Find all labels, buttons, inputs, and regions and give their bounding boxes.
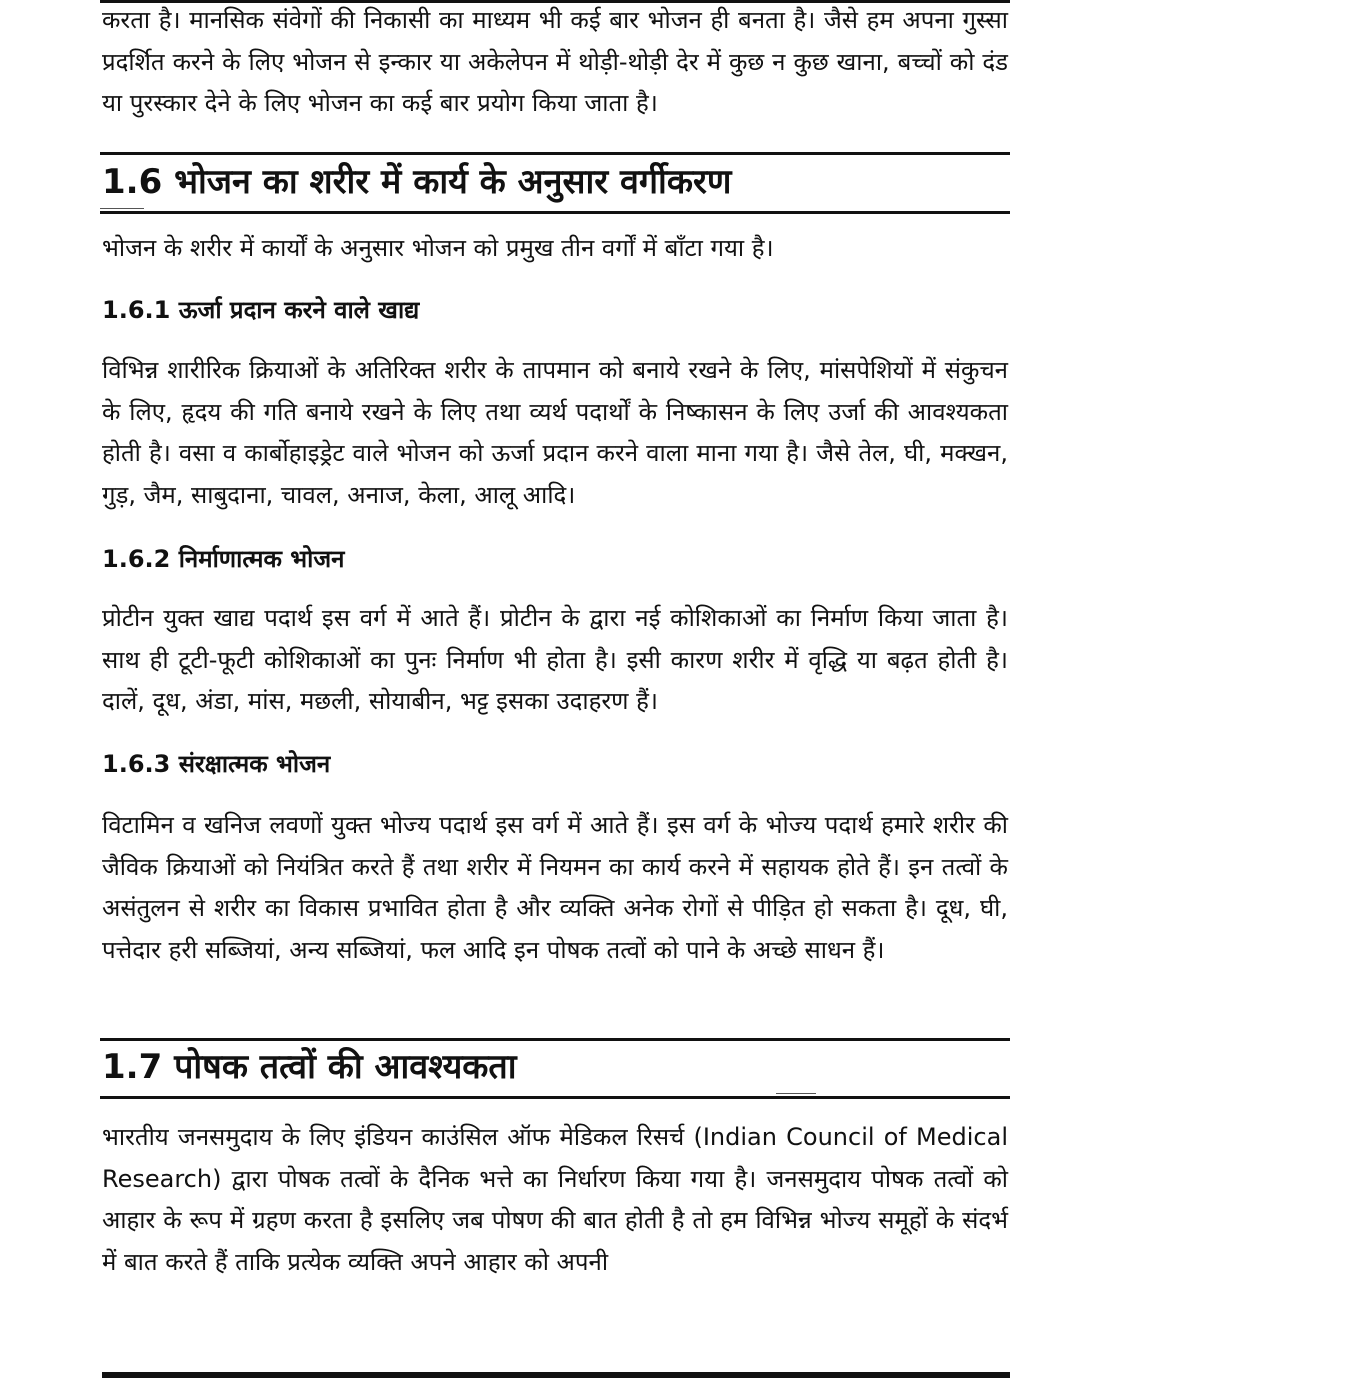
subsection-1-6-1-text: विभिन्न शारीरिक क्रियाओं के अतिरिक्त शरीर के तापमान को बनाये रखने के लिए, मांसपेशियों में संकुचन के लिए, हृदय की गति बनाये रखने के लिए तथा व्यर्थ पदार्थों के निष्कासन के लिए उर्जा की आवश्यकता होती है। वसा व कार्बोहाइड्रेट वाले भोजन को ऊर्जा प्रदान करने वाला माना गया है। जैसे तेल, घी, मक्खन, गुड़, जैम, साबुदाना, चावल, अनाज, केला, आलू आदि। bbox=[102, 356, 1008, 509]
section-1-6-bottom-rule bbox=[100, 211, 1010, 214]
section-1-6-heading: 1.6 भोजन का शरीर में कार्य के अनुसार वर्गीकरण bbox=[102, 162, 732, 202]
section-1-6-intro: भोजन के शरीर में कार्यों के अनुसार भोजन को प्रमुख तीन वर्गों में बाँटा गया है। bbox=[102, 234, 774, 262]
bottom-rule bbox=[102, 1372, 1010, 1378]
subsection-1-6-2-heading: 1.6.2 निर्माणात्मक भोजन bbox=[102, 545, 345, 573]
subsection-1-6-1-heading: 1.6.1 ऊर्जा प्रदान करने वाले खाद्य bbox=[102, 296, 420, 324]
intro-paragraph: करता है। मानसिक संवेगों की निकासी का माध्यम भी कई बार भोजन ही बनता है। जैसे हम अपना गुस्सा प्रदर्शित करने के लिए भोजन से इन्कार या अकेलेपन में थोड़ी-थोड़ी देर में कुछ न कुछ खाना, बच्चों को दंड या पुरस्कार देने के लिए भोजन का कई बार प्रयोग किया जाता है। bbox=[102, 6, 1008, 117]
subsection-1-6-3-text: विटामिन व खनिज लवणों युक्त भोज्य पदार्थ इस वर्ग में आते हैं। इस वर्ग के भोज्य पदार्थ हमारे शरीर की जैविक क्रियाओं को नियंत्रित करते हैं तथा शरीर में नियमन का कार्य करने में सहायक होते हैं। इन तत्वों के असंतुलन से शरीर का विकास प्रभावित होता है और व्यक्ति अनेक रोगों से पीड़ित हो सकता है। दूध, घी, पत्तेदार हरी सब्जियां, अन्य सब्जियां, फल आदि इन पोषक तत्वों को पाने के अच्छे साधन हैं। bbox=[102, 811, 1008, 964]
subsection-1-6-3-heading: 1.6.3 संरक्षात्मक भोजन bbox=[102, 750, 331, 778]
section-1-7-heading: 1.7 पोषक तत्वों की आवश्यकता bbox=[102, 1047, 517, 1087]
section-1-7-bottom-rule bbox=[100, 1096, 1010, 1099]
section-1-7-top-rule bbox=[100, 1038, 1010, 1041]
section-1-7-text: भारतीय जनसमुदाय के लिए इंडियन काउंसिल ऑफ मेडिकल रिसर्च (Indian Council of Medical Research) द्वारा पोषक तत्वों के दैनिक भत्ते का निर्धारण किया गया है। जनसमुदाय पोषक तत्वों को आहार के रूप में ग्रहण करता है इसलिए जब पोषण की बात होती है तो हम विभिन्न भोज्य समूहों के संदर्भ में बात करते हैं ताकि प्रत्येक व्यक्ति अपने आहार को अपनी bbox=[102, 1123, 1008, 1276]
subsection-1-6-2-text: प्रोटीन युक्त खाद्य पदार्थ इस वर्ग में आते हैं। प्रोटीन के द्वारा नई कोशिकाओं का निर्माण किया जाता है। साथ ही टूटी-फूटी कोशिकाओं का पुनः निर्माण भी होता है। इसी कारण शरीर में वृद्धि या बढ़त होती है। दालें, दूध, अंडा, मांस, मछली, सोयाबीन, भट्ट इसका उदाहरण हैं। bbox=[102, 604, 1008, 715]
section-1-6-top-rule bbox=[100, 152, 1010, 155]
